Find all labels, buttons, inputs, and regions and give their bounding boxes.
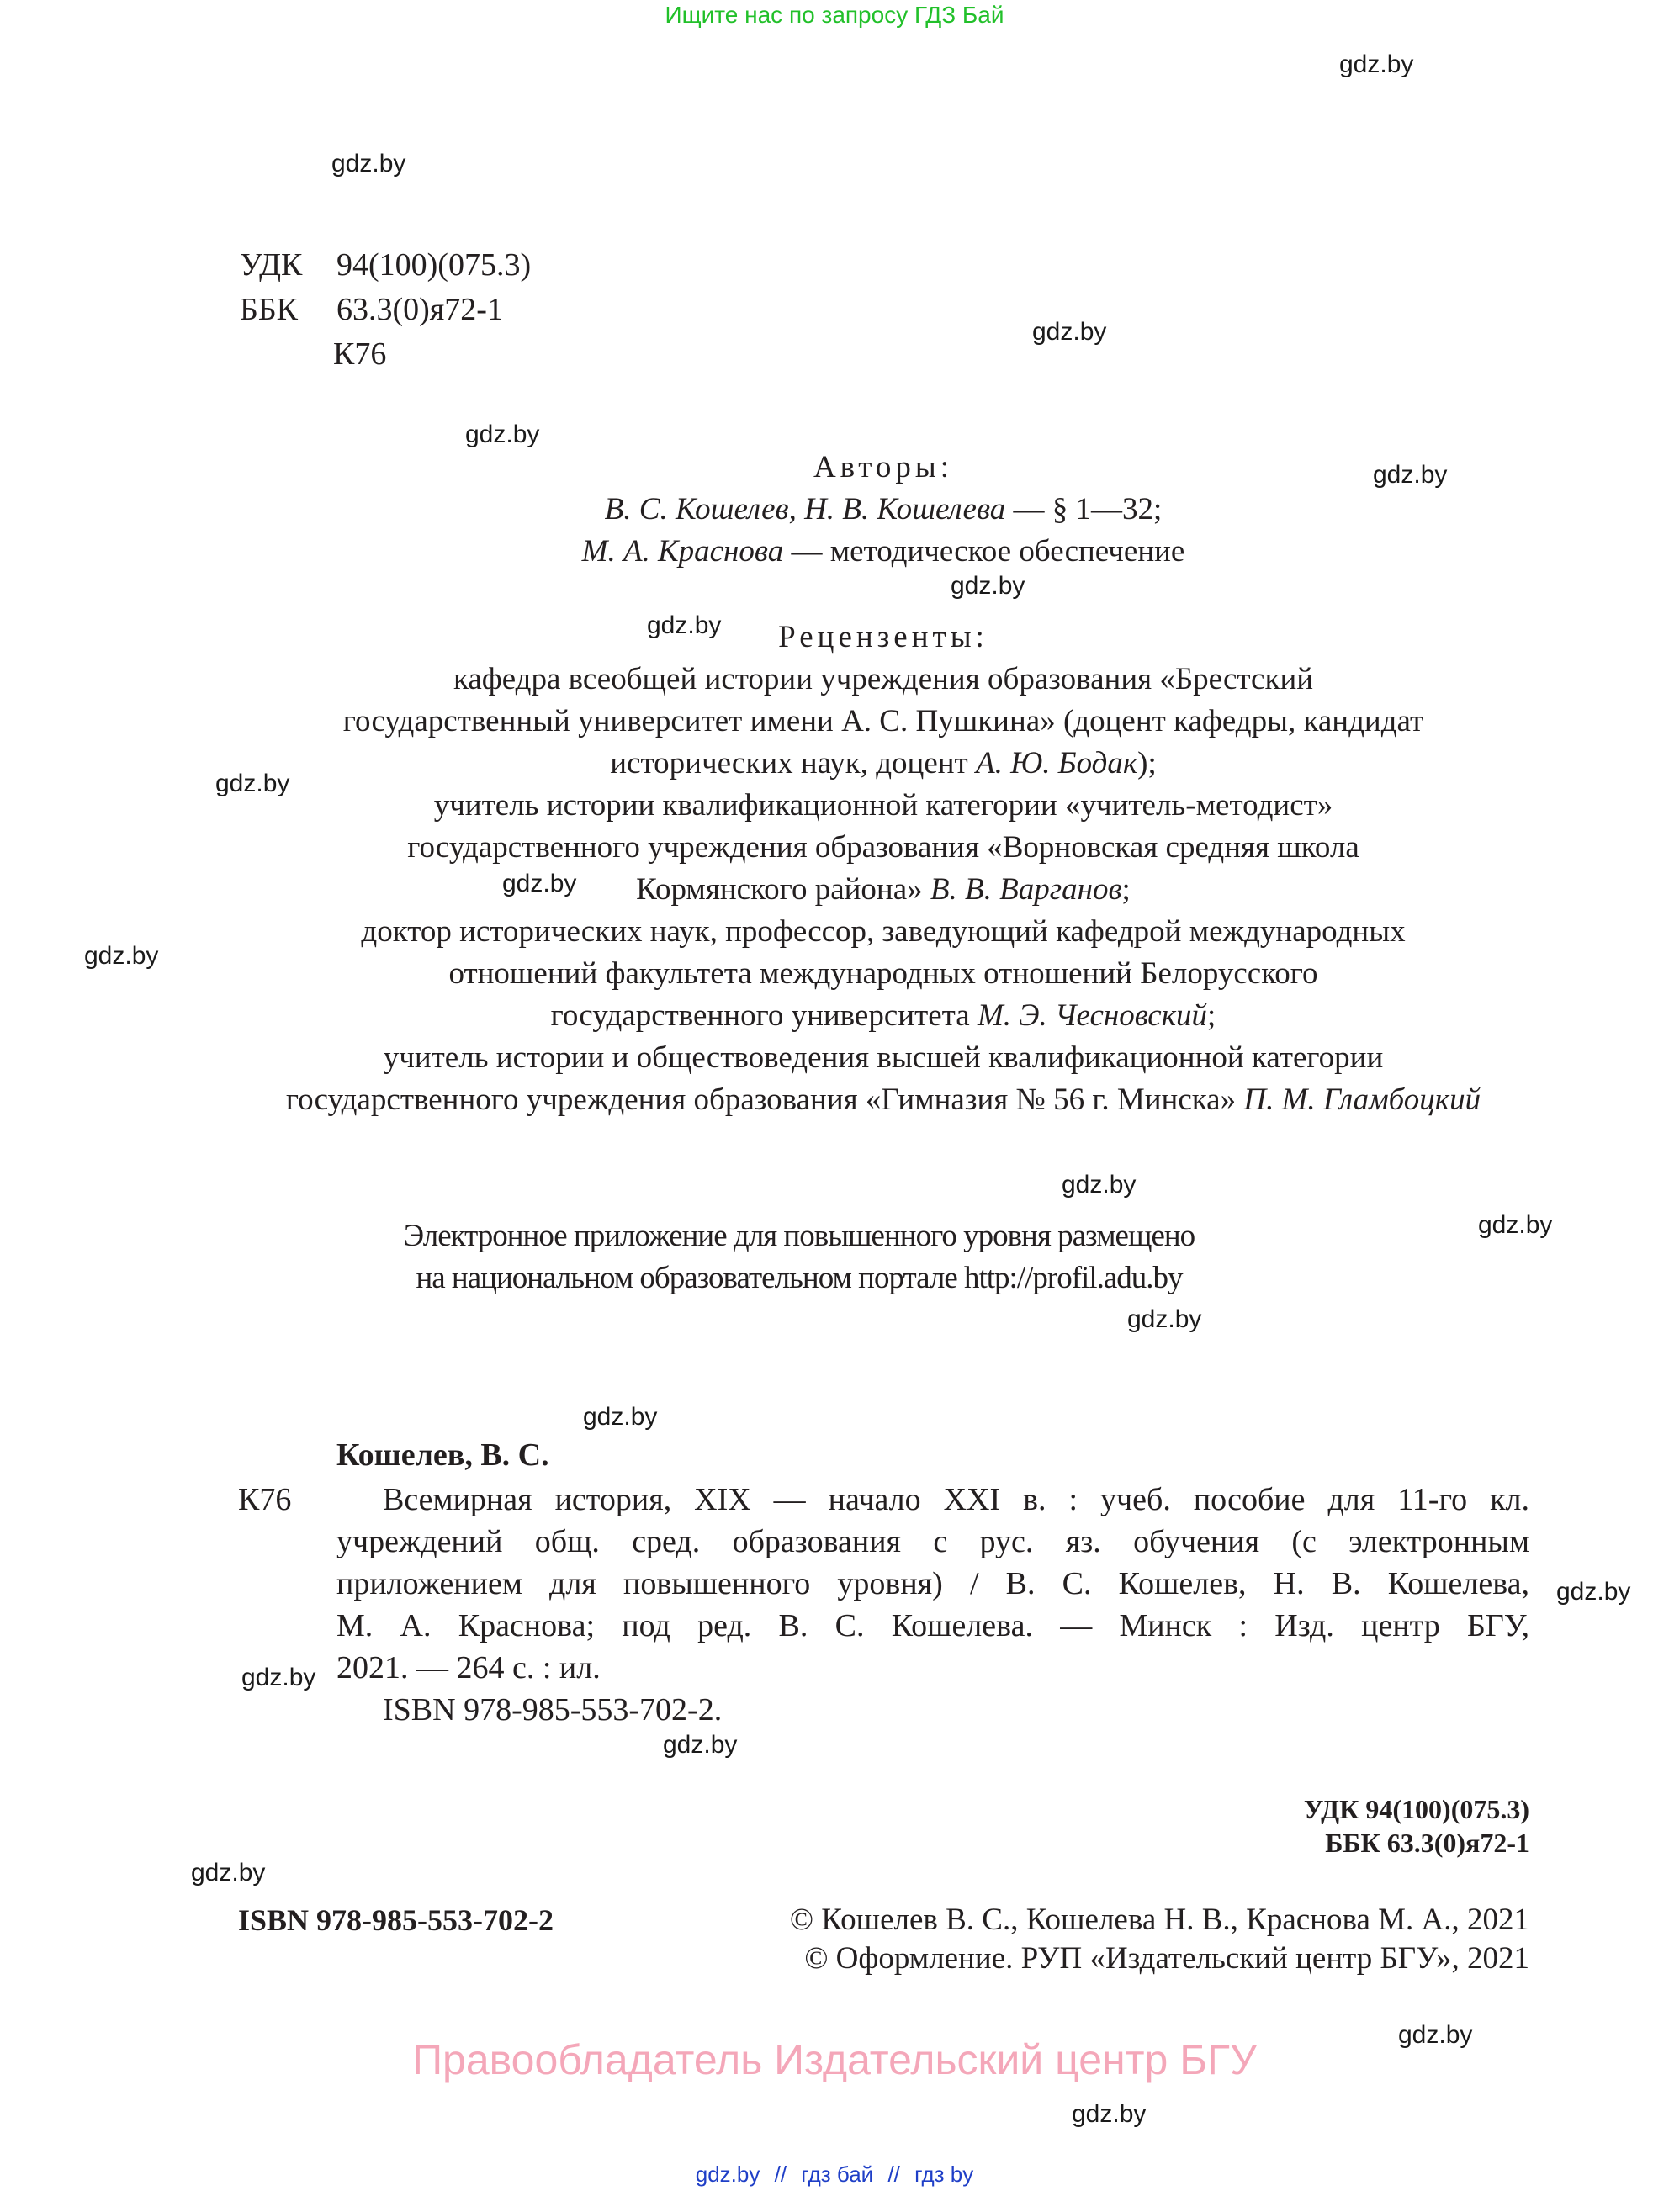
watermark: gdz.by — [215, 770, 290, 797]
reviewer-text: государственного учреждения образования «Гимназия № 56 г. Минска» — [285, 1082, 1244, 1117]
electronic-line-2: на национальном образовательном портале http://profil.adu.by — [416, 1261, 1183, 1295]
reviewer-line: кафедра всеобщей истории учреждения образования «Брестский — [453, 662, 1314, 696]
reviewer-name: П. М. Гламбоцкий — [1243, 1082, 1481, 1117]
index-udk: УДК 94(100)(075.3) — [1303, 1794, 1529, 1824]
reviewer-text: исторических наук, доцент — [610, 746, 976, 781]
watermark: gdz.by — [583, 1403, 658, 1431]
reviewer-line: учитель истории квалификационной категории «учитель-методист» — [433, 788, 1333, 823]
watermark: gdz.by — [241, 1664, 316, 1691]
authors-names-1: В. С. Кошелев, Н. В. Кошелева — [604, 492, 1006, 527]
watermark: gdz.by — [502, 870, 577, 897]
copyright-line-1: © Кошелев В. С., Кошелева Н. В., Краснова М. А., 2021 — [789, 1902, 1529, 1937]
watermark: gdz.by — [1373, 461, 1448, 489]
reviewers-heading: Рецензенты: — [778, 620, 988, 654]
bbk-label: ББК — [240, 292, 298, 327]
reviewer-line — [168, 869, 1598, 911]
reviewer-text: государственного университета — [550, 998, 978, 1033]
bib-line: М. А. Краснова; под ред. В. С. Кошелева. — Минск : Изд. центр БГУ, — [336, 1608, 1529, 1643]
watermark: gdz.by — [84, 942, 159, 970]
authors-rest-1: — § 1—32; — [1005, 492, 1163, 527]
electronic-line-1: Электронное приложение для повышенного уровня размещено — [403, 1219, 1195, 1253]
udk-value: 94(100)(075.3) — [336, 247, 532, 283]
reviewer-text: ; — [1121, 872, 1131, 907]
reviewer-line: доктор исторических наук, профессор, заведующий кафедрой международных — [361, 914, 1406, 949]
watermark: gdz.by — [465, 421, 540, 448]
udk-label: УДК — [240, 247, 303, 283]
watermark: gdz.by — [663, 1731, 738, 1759]
electronic-supplement — [84, 1215, 1514, 1299]
reviewer-name: В. В. Варганов — [930, 872, 1122, 907]
watermark: gdz.by — [1478, 1211, 1553, 1239]
copyright-line-2: © Оформление. РУП «Издательский центр БГУ», 2021 — [804, 1941, 1529, 1976]
watermark: gdz.by — [951, 572, 1025, 600]
watermark: gdz.by — [191, 1859, 266, 1887]
reviewer-name: М. Э. Чесновский — [977, 998, 1208, 1033]
authors-heading: Авторы: — [813, 450, 954, 484]
authors-line-1 — [168, 489, 1598, 531]
rights-holder: Правообладатель Издательский центр БГУ — [412, 2036, 1257, 2083]
footer-link-gdz-by[interactable]: гдз by — [914, 2162, 974, 2187]
watermark: gdz.by — [1062, 1171, 1137, 1199]
bib-description — [336, 1479, 1529, 1731]
reviewer-line — [168, 1079, 1598, 1121]
watermark: gdz.by — [1032, 318, 1107, 346]
watermark: gdz.by — [1127, 1305, 1202, 1333]
reviewer-line: государственного учреждения образования «Ворновская средняя школа — [407, 830, 1359, 865]
reviewer-text: ; — [1207, 998, 1216, 1033]
authors-line-2 — [168, 531, 1598, 573]
footer-separator: // — [887, 2162, 900, 2187]
bbk-value: 63.3(0)я72-1 — [336, 292, 503, 327]
reviewer-line: государственный университет имени А. С. Пушкина» (доцент кафедры, кандидат — [342, 704, 1424, 738]
index-codes — [740, 1792, 1529, 1860]
footer-links — [0, 2162, 1669, 2188]
bib-author: Кошелев, В. С. — [336, 1437, 549, 1473]
footer-separator: // — [774, 2162, 787, 2187]
watermark: gdz.by — [1556, 1578, 1631, 1606]
top-banner[interactable]: Ищите нас по запросу ГДЗ Бай — [665, 2, 1004, 28]
copyright-isbn: ISBN 978-985-553-702-2 — [238, 1903, 554, 1937]
reviewer-name: А. Ю. Бодак — [975, 746, 1138, 781]
reviewer-line — [168, 995, 1598, 1037]
authors-section — [168, 447, 1598, 573]
watermark: gdz.by — [331, 150, 406, 177]
copyright-lines — [740, 1901, 1529, 1978]
reviewer-line — [168, 743, 1598, 785]
bib-line: 2021. — 264 с. : ил. — [336, 1650, 601, 1685]
footer-link-gdz[interactable]: gdz.by — [695, 2162, 760, 2187]
authors-rest-2: — методическое обеспечение — [783, 534, 1185, 569]
bib-mark: К76 — [238, 1482, 292, 1517]
reviewer-text: ); — [1137, 746, 1157, 781]
bib-line: приложением для повышенного уровня) / В. С. Кошелев, Н. В. Кошелева, — [336, 1566, 1529, 1601]
bib-line: учреждений общ. сред. образования с рус. яз. обучения (с электронным — [336, 1524, 1529, 1559]
reviewer-text: Кормянского района» — [636, 872, 930, 907]
author-mark: К76 — [333, 336, 387, 372]
reviewer-line: учитель истории и обществоведения высшей квалификационной категории — [383, 1040, 1384, 1075]
bib-line: Всемирная история, XIX — начало XXI в. : учеб. пособие для 11-го кл. — [383, 1482, 1529, 1517]
authors-names-2: М. А. Краснова — [581, 534, 784, 569]
bib-isbn: ISBN 978-985-553-702-2. — [383, 1692, 723, 1728]
watermark: gdz.by — [1398, 2021, 1473, 2049]
reviewer-line: отношений факультета международных отношений Белорусского — [448, 956, 1318, 991]
reviewers-section — [168, 617, 1598, 1121]
watermark: gdz.by — [1339, 50, 1414, 78]
watermark: gdz.by — [647, 611, 722, 639]
watermark: gdz.by — [1072, 2100, 1147, 2128]
index-bbk: ББК 63.3(0)я72-1 — [1325, 1828, 1529, 1858]
footer-link-gdz-bai[interactable]: гдз бай — [801, 2162, 874, 2187]
